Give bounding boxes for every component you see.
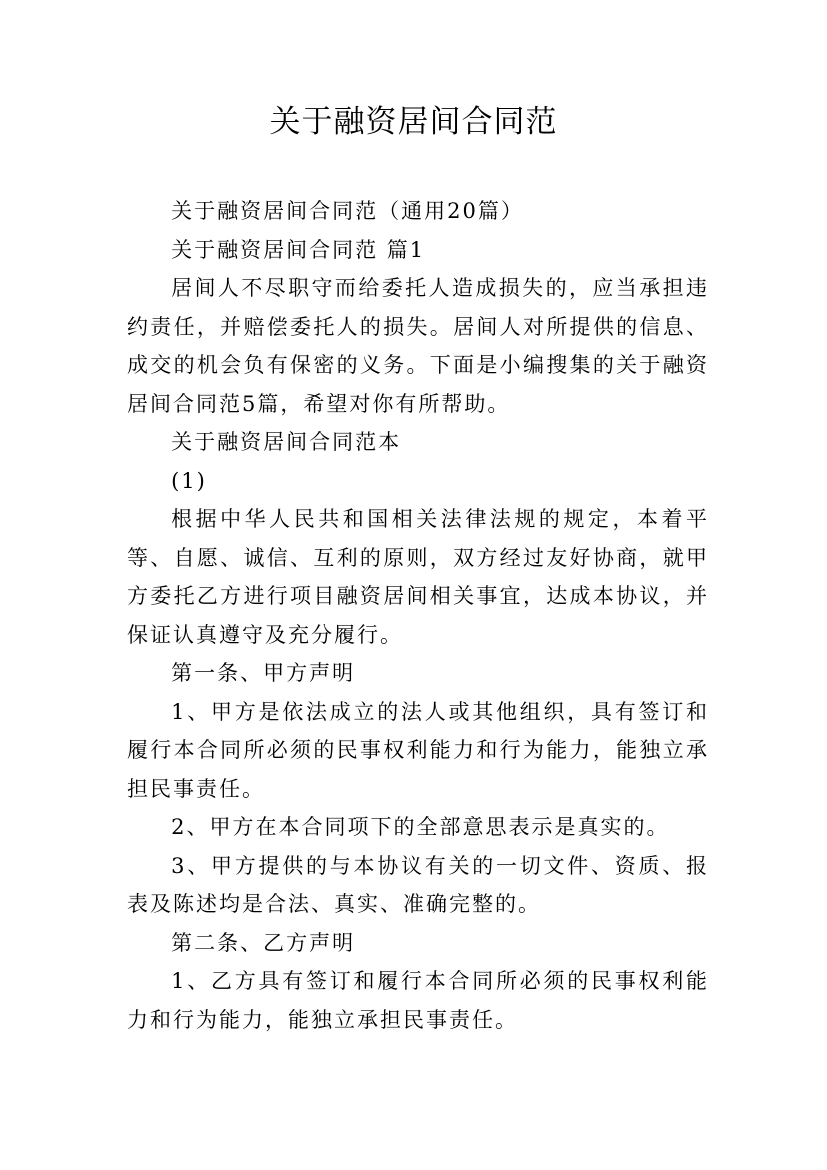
paragraph-article-1-item-3: 3、甲方提供的与本协议有关的一切文件、资质、报表及陈述均是合法、真实、准确完整的。	[127, 853, 709, 916]
document-title: 关于融资居间合同范	[269, 104, 558, 140]
paragraph-section-heading: 关于融资居间合同范 篇1	[171, 237, 426, 262]
paragraph-article-1-item-1: 1、甲方是依法成立的法人或其他组织，具有签订和履行本合同所必须的民事权利能力和行为能力，能独立承担民事责任。	[127, 699, 709, 801]
document-body	[127, 192, 709, 1039]
paragraph-subtitle: 关于融资居间合同范（通用20篇）	[171, 199, 524, 223]
paragraph-article-1-heading: 第一条、甲方声明	[171, 661, 356, 685]
paragraph-article-2-heading: 第二条、乙方声明	[171, 930, 356, 955]
paragraph-template-heading: 关于融资居间合同范本	[171, 430, 402, 454]
paragraph-preamble: 根据中华人民共和国相关法律法规的规定，本着平等、自愿、诚信、互利的原则，双方经过友好协商，就甲方委托乙方进行项目融资居间相关事宜，达成本协议，并保证认真遵守及充分履行。	[127, 507, 709, 647]
paragraph-article-2-item-1: 1、乙方具有签订和履行本合同所必须的民事权利能力和行为能力，能独立承担民事责任。	[127, 969, 709, 1032]
paragraph-article-1-item-2: 2、甲方在本合同项下的全部意思表示是真实的。	[171, 815, 670, 839]
paragraph-number: (1)	[171, 468, 207, 493]
paragraph-intro: 居间人不尽职守而给委托人造成损失的，应当承担违约责任，并赔偿委托人的损失。居间人对所提供的信息、成交的机会负有保密的义务。下面是小编搜集的关于融资居间合同范5篇，希望对你有所帮助。	[127, 276, 709, 416]
